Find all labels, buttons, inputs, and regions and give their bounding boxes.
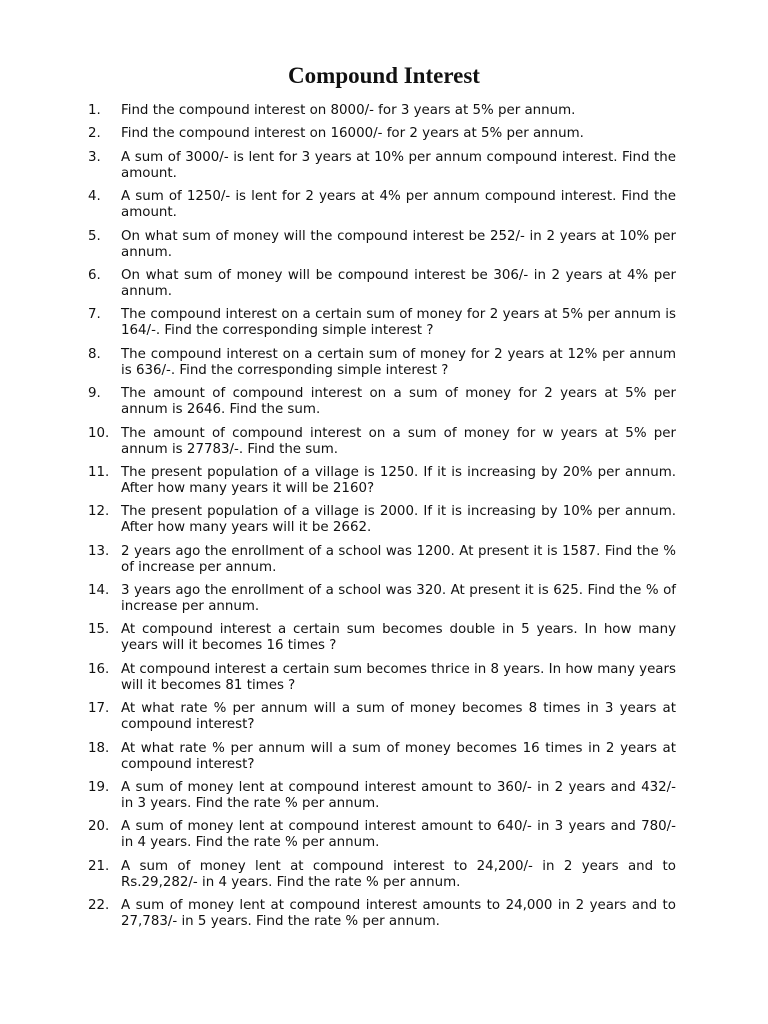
question-number: 18.: [88, 740, 110, 756]
question-item: [88, 819, 676, 851]
question-list: [88, 103, 676, 938]
question-text: On what sum of money will be compound interest be 306/- in 2 years at 4% per annum.: [121, 267, 676, 299]
question-item: [88, 103, 676, 119]
question-item: [88, 701, 676, 733]
question-number: 22.: [88, 898, 110, 914]
question-item: [88, 662, 676, 694]
question-text: The present population of a village is 2000. If it is increasing by 10% per annum. After how many years will it be 2662.: [121, 504, 676, 536]
page-title: Compound Interest: [288, 63, 480, 88]
question-text: A sum of money lent at compound interest amount to 640/- in 3 years and 780/- in 4 years. Find the rate % per annum.: [121, 819, 676, 851]
question-text: At what rate % per annum will a sum of money becomes 16 times in 2 years at compound interest?: [121, 740, 676, 772]
question-text: A sum of money lent at compound interest to 24,200/- in 2 years and to Rs.29,282/- in 4 years. Find the rate % per annum.: [121, 858, 676, 890]
question-text: At compound interest a certain sum becomes double in 5 years. In how many years will it becomes 16 times ?: [121, 622, 676, 654]
question-item: [88, 898, 676, 930]
question-item: [88, 268, 676, 300]
question-number: 14.: [88, 583, 110, 599]
question-item: [88, 150, 676, 182]
question-text: The present population of a village is 1250. If it is increasing by 20% per annum. After how many years it will be 2160?: [121, 464, 676, 496]
question-text: 2 years ago the enrollment of a school was 1200. At present it is 1587. Find the % of increase per annum.: [121, 543, 676, 575]
question-text: The amount of compound interest on a sum of money for w years at 5% per annum is 27783/-. Find the sum.: [121, 425, 676, 457]
question-text: A sum of 1250/- is lent for 2 years at 4% per annum compound interest. Find the amount.: [121, 189, 676, 221]
question-item: [88, 426, 676, 458]
question-number: 17.: [88, 701, 110, 717]
question-number: 4.: [88, 189, 101, 205]
question-number: 9.: [88, 386, 101, 402]
question-number: 6.: [88, 267, 101, 283]
question-item: [88, 583, 676, 615]
question-number: 19.: [88, 780, 110, 796]
question-number: 11.: [88, 464, 110, 480]
question-text: On what sum of money will the compound interest be 252/- in 2 years at 10% per annum.: [121, 228, 676, 260]
question-number: 20.: [88, 819, 110, 835]
question-text: The compound interest on a certain sum of money for 2 years at 5% per annum is 164/-. Find the corresponding simple interest ?: [121, 307, 676, 339]
question-text: The amount of compound interest on a sum of money for 2 years at 5% per annum is 2646. Find the sum.: [121, 386, 676, 418]
question-number: 21.: [88, 858, 110, 874]
question-text: At compound interest a certain sum becomes thrice in 8 years. In how many years will it becomes 81 times ?: [121, 661, 676, 693]
question-item: [88, 741, 676, 773]
question-number: 2.: [88, 126, 101, 142]
question-item: [88, 544, 676, 576]
question-number: 13.: [88, 543, 110, 559]
question-text: A sum of money lent at compound interest amount to 360/- in 2 years and 432/- in 3 years. Find the rate % per annum.: [121, 780, 676, 812]
question-item: [88, 386, 676, 418]
question-item: [88, 229, 676, 261]
question-number: 8.: [88, 346, 101, 362]
question-text: Find the compound interest on 8000/- for 3 years at 5% per annum.: [121, 103, 576, 118]
question-number: 5.: [88, 228, 101, 244]
question-text: 3 years ago the enrollment of a school was 320. At present it is 625. Find the % of increase per annum.: [121, 583, 676, 615]
question-number: 7.: [88, 307, 101, 323]
question-number: 1.: [88, 103, 101, 118]
question-item: [88, 859, 676, 891]
question-item: [88, 189, 676, 221]
question-number: 15.: [88, 622, 110, 638]
question-text: The compound interest on a certain sum of money for 2 years at 12% per annum is 636/-. Find the corresponding simple interest ?: [121, 346, 676, 378]
question-item: [88, 465, 676, 497]
question-number: 12.: [88, 504, 110, 520]
question-item: [88, 126, 676, 142]
question-item: [88, 307, 676, 339]
question-text: Find the compound interest on 16000/- for 2 years at 5% per annum.: [121, 126, 584, 142]
question-item: [88, 780, 676, 812]
question-number: 16.: [88, 661, 110, 677]
question-item: [88, 504, 676, 536]
question-item: [88, 622, 676, 654]
question-text: A sum of money lent at compound interest amounts to 24,000 in 2 years and to 27,783/- in 5 years. Find the rate % per annum.: [121, 898, 676, 930]
question-number: 10.: [88, 425, 110, 441]
question-text: A sum of 3000/- is lent for 3 years at 10% per annum compound interest. Find the amount.: [121, 149, 676, 181]
question-item: [88, 347, 676, 379]
question-text: At what rate % per annum will a sum of money becomes 8 times in 3 years at compound interest?: [121, 701, 676, 733]
question-number: 3.: [88, 149, 101, 165]
